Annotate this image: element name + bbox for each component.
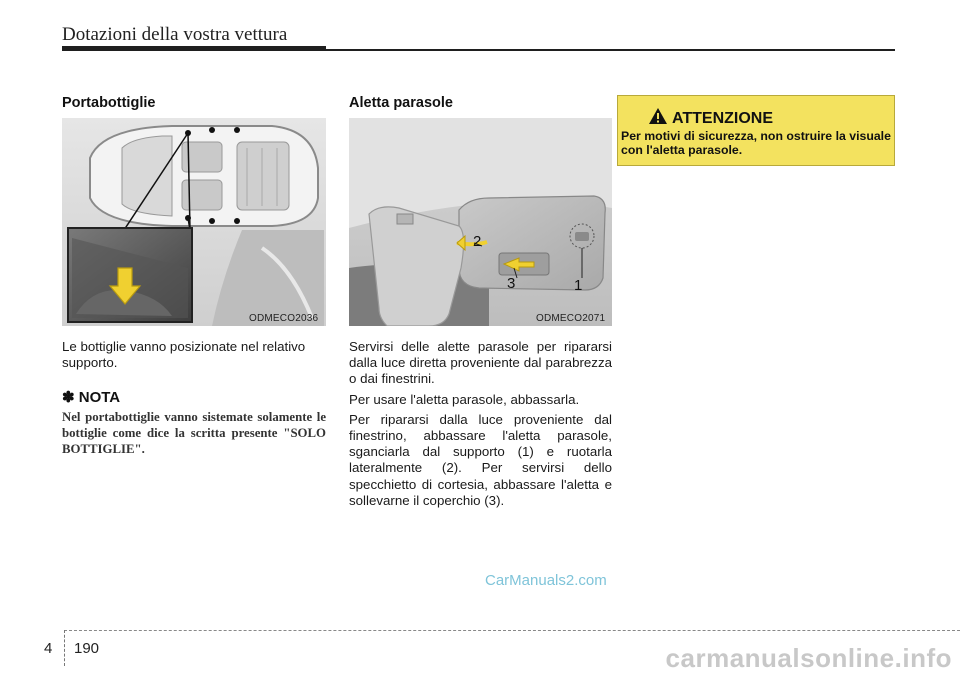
- middle-paragraph-2: Per usare l'aletta parasole, abbassarla.: [349, 391, 580, 407]
- figure-caption-left: ODMECO2036: [249, 313, 319, 324]
- warning-title: ATTENZIONE: [672, 110, 774, 127]
- section-title-portabottiglie: Portabottiglie: [62, 95, 156, 111]
- footer-divider: [64, 630, 65, 666]
- figure-bottle-holder: [62, 118, 326, 326]
- watermark-carmanualsonline: carmanualsonline.info: [665, 643, 952, 673]
- callout-2: 2: [473, 233, 482, 250]
- note-text: Nel portabottiglie vanno sistemate solamente le bottiglie come dice la scritta presente "SOLO BOTTIGLIE".: [62, 410, 326, 456]
- warning-text: Per motivi di sicurezza, non ostruire la visuale con l'aletta parasole.: [621, 129, 891, 157]
- callout-1: 1: [574, 277, 583, 294]
- header-rule-thin: [326, 49, 895, 51]
- footer-page-number: 190: [74, 640, 100, 657]
- watermark-carmanuals2: CarManuals2.com: [485, 572, 607, 589]
- warning-triangle-icon: [648, 107, 668, 125]
- middle-paragraph-3: Per ripararsi dalla luce proveniente dal finestrino, abbassare l'aletta parasole, sganciarla dal supporto (1) e ruotarla lateralmente (2). Per servirsi dello specchietto di cortesia, abbassare l'aletta e sollevarne il coperchio (3).: [349, 411, 612, 508]
- note-heading: ✽ NOTA: [62, 389, 121, 406]
- sun-visor-illustration: [349, 118, 612, 326]
- middle-body-text: [349, 339, 612, 513]
- section-title-aletta-parasole: Aletta parasole: [349, 95, 453, 111]
- warning-box: [617, 95, 895, 166]
- header-rule-thick: [62, 46, 326, 51]
- left-body-text: Le bottiglie vanno posizionate nel relativo supporto.: [62, 339, 306, 371]
- footer-rule: [64, 630, 960, 631]
- bottle-holder-illustration: [62, 118, 326, 326]
- figure-caption-middle: ODMECO2071: [536, 313, 606, 324]
- middle-paragraph-1: Servirsi delle alette parasole per ripararsi dalla luce diretta proveniente dal parabrezza o dai finestrini.: [349, 339, 612, 387]
- page-header-title: Dotazioni della vostra vettura: [62, 24, 288, 45]
- footer-chapter-number: 4: [44, 640, 53, 657]
- figure-sun-visor: [349, 118, 612, 326]
- callout-3: 3: [507, 275, 516, 292]
